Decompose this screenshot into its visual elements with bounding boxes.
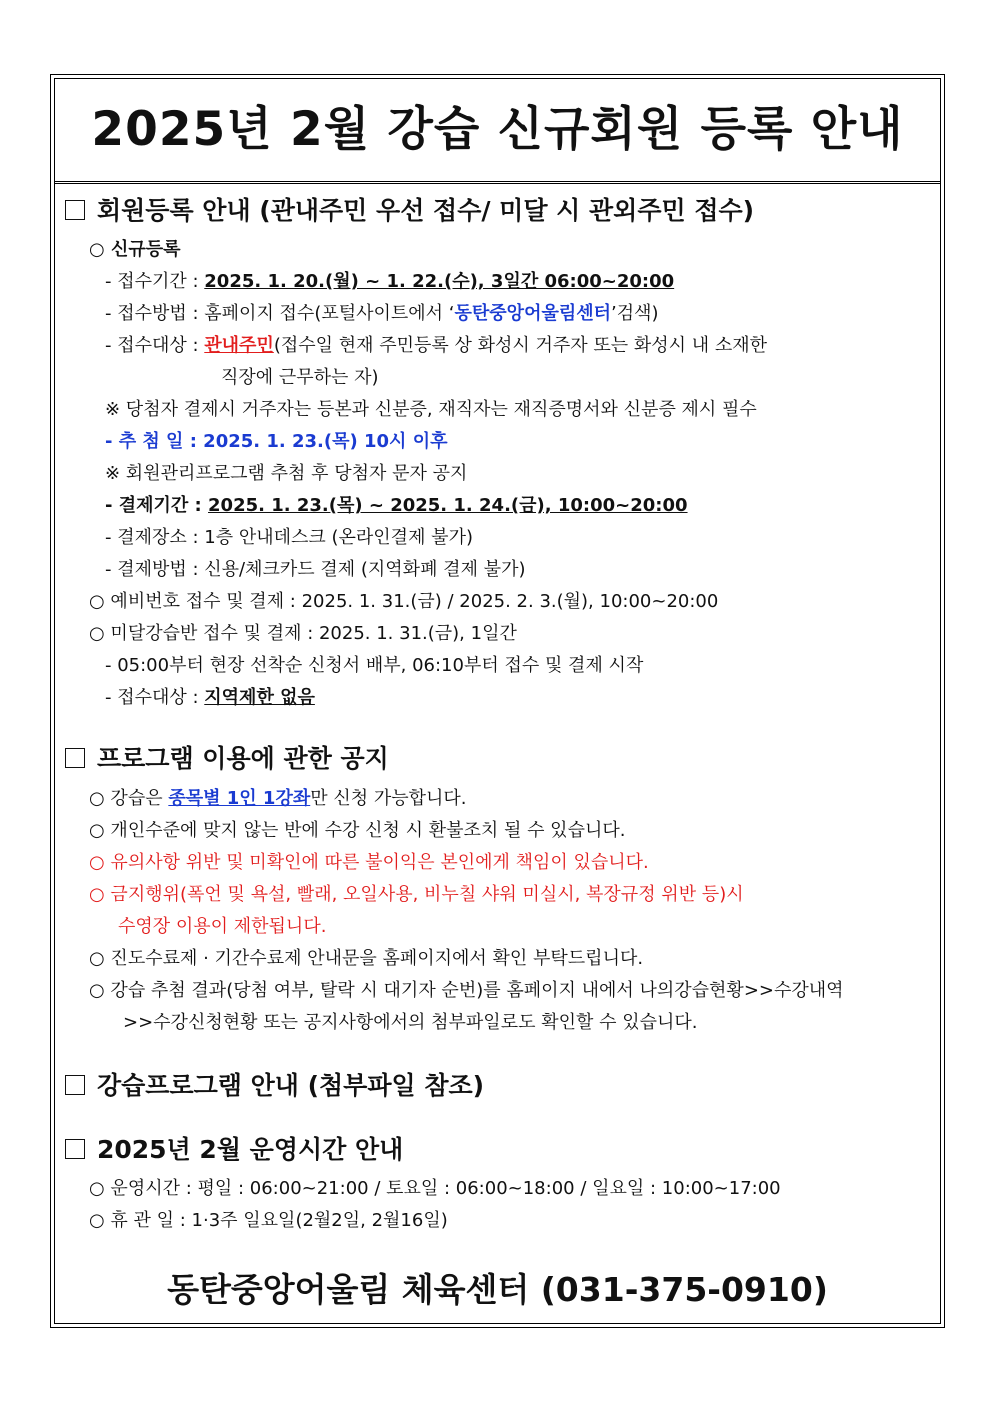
unfilled-target-line: - 접수대상 : 지역제한 없음 [105,687,315,708]
page-title: 2025년 2월 강습 신규회원 등록 안내 [91,102,904,157]
square-bullet-icon [65,200,85,220]
notice-item-4: ○ 금지행위(폭언 및 욕설, 빨래, 오일사용, 비누칠 샤워 미실시, 복장규정 위반 등)시 [89,884,744,905]
new-registration: ○ 신규등록 [89,239,181,260]
hours-line: ○ 운영시간 : 평일 : 06:00~21:00 / 토요일 : 06:00~18:00 / 일요일 : 10:00~17:00 [89,1178,781,1199]
period-value: 2025. 1. 20.(월) ~ 1. 22.(수), 3일간 06:00~20:00 [204,271,675,292]
method-line: - 접수방법 : 홈페이지 접수(포털사이트에서 ‘동탄중앙어울림센터’검색) [105,303,659,324]
unfilled-line: ○ 미달강습반 접수 및 결제 : 2025. 1. 31.(금), 1일간 [89,623,517,644]
draw-line: - 추 첨 일 : 2025. 1. 23.(목) 10시 이후 [105,431,448,452]
notice-item-1-emphasis: 종목별 1인 1강좌 [168,788,311,809]
notice-item-5: ○ 진도수료제 · 기간수료제 안내문을 홈페이지에서 확인 부탁드립니다. [89,948,644,969]
pay-period-line: - 결제기간 : 2025. 1. 23.(목) ~ 2025. 1. 24.(금), 10:00~20:00 [105,495,688,516]
note-id-required: ※ 당첨자 결제시 거주자는 등본과 신분증, 재직자는 재직증명서와 신분증 제시 필수 [105,399,757,420]
section-program-heading: 강습프로그램 안내 (첨부파일 참조) [65,1070,484,1102]
notice-item-2: ○ 개인수준에 맞지 않는 반에 수강 신청 시 환불조치 될 수 있습니다. [89,820,626,841]
title-divider [55,183,940,184]
square-bullet-icon [65,1139,85,1159]
section-hours-heading: 2025년 2월 운영시간 안내 [65,1134,403,1166]
square-bullet-icon [65,748,85,768]
period-line: - 접수기간 : 2025. 1. 20.(월) ~ 1. 22.(수), 3일간 06:00~20:00 [105,271,675,292]
closed-line: ○ 휴 관 일 : 1·3주 일요일(2월2일, 2월16일) [89,1210,448,1231]
square-bullet-icon [65,1075,85,1095]
note-sms: ※ 회원관리프로그램 추첨 후 당첨자 문자 공지 [105,463,468,484]
notice-item-1: ○ 강습은 종목별 1인 1강좌만 신청 가능합니다. [89,788,467,809]
unfilled-target-value: 지역제한 없음 [204,687,315,708]
title-box [55,79,940,182]
draw-value: 2025. 1. 23.(목) 10시 이후 [203,431,448,452]
pay-place: - 결제장소 : 1층 안내데스크 (온라인결제 불가) [105,527,473,548]
notice-item-6-cont: >>수강신청현황 또는 공지사항에서의 첨부파일로도 확인할 수 있습니다. [123,1012,698,1033]
center-name: 동탄중앙어울림센터 [454,303,612,324]
target-line-cont: 직장에 근무하는 자) [221,367,379,388]
section-registration-heading: 회원등록 안내 (관내주민 우선 접수/ 미달 시 관외주민 접수) [65,195,754,227]
document-inner-frame [54,78,941,1324]
notice-item-3: ○ 유의사항 위반 및 미확인에 따른 불이익은 본인에게 책임이 있습니다. [89,852,649,873]
reserve-line: ○ 예비번호 접수 및 결제 : 2025. 1. 31.(금) / 2025. 2. 3.(월), 10:00~20:00 [89,591,719,612]
pay-period-value: 2025. 1. 23.(목) ~ 2025. 1. 24.(금), 10:00~20:00 [208,495,688,516]
target-line: - 접수대상 : 관내주민(접수일 현재 주민등록 상 화성시 거주자 또는 화성시 내 소재한 [105,335,768,356]
target-value: 관내주민 [204,335,274,356]
pay-method: - 결제방법 : 신용/체크카드 결제 (지역화폐 결제 불가) [105,559,526,580]
notice-item-6: ○ 강습 추첨 결과(당첨 여부, 탈락 시 대기자 순번)를 홈페이지 내에서 나의강습현황>>수강내역 [89,980,844,1001]
document-frame [50,74,945,1328]
footer-center-contact: 동탄중앙어울림 체육센터 (031-375-0910) [167,1270,828,1309]
unfilled-detail: - 05:00부터 현장 선착순 신청서 배부, 06:10부터 접수 및 결제 시작 [105,655,644,676]
section-notice-heading: 프로그램 이용에 관한 공지 [65,743,389,775]
notice-item-4-cont: 수영장 이용이 제한됩니다. [118,916,327,937]
